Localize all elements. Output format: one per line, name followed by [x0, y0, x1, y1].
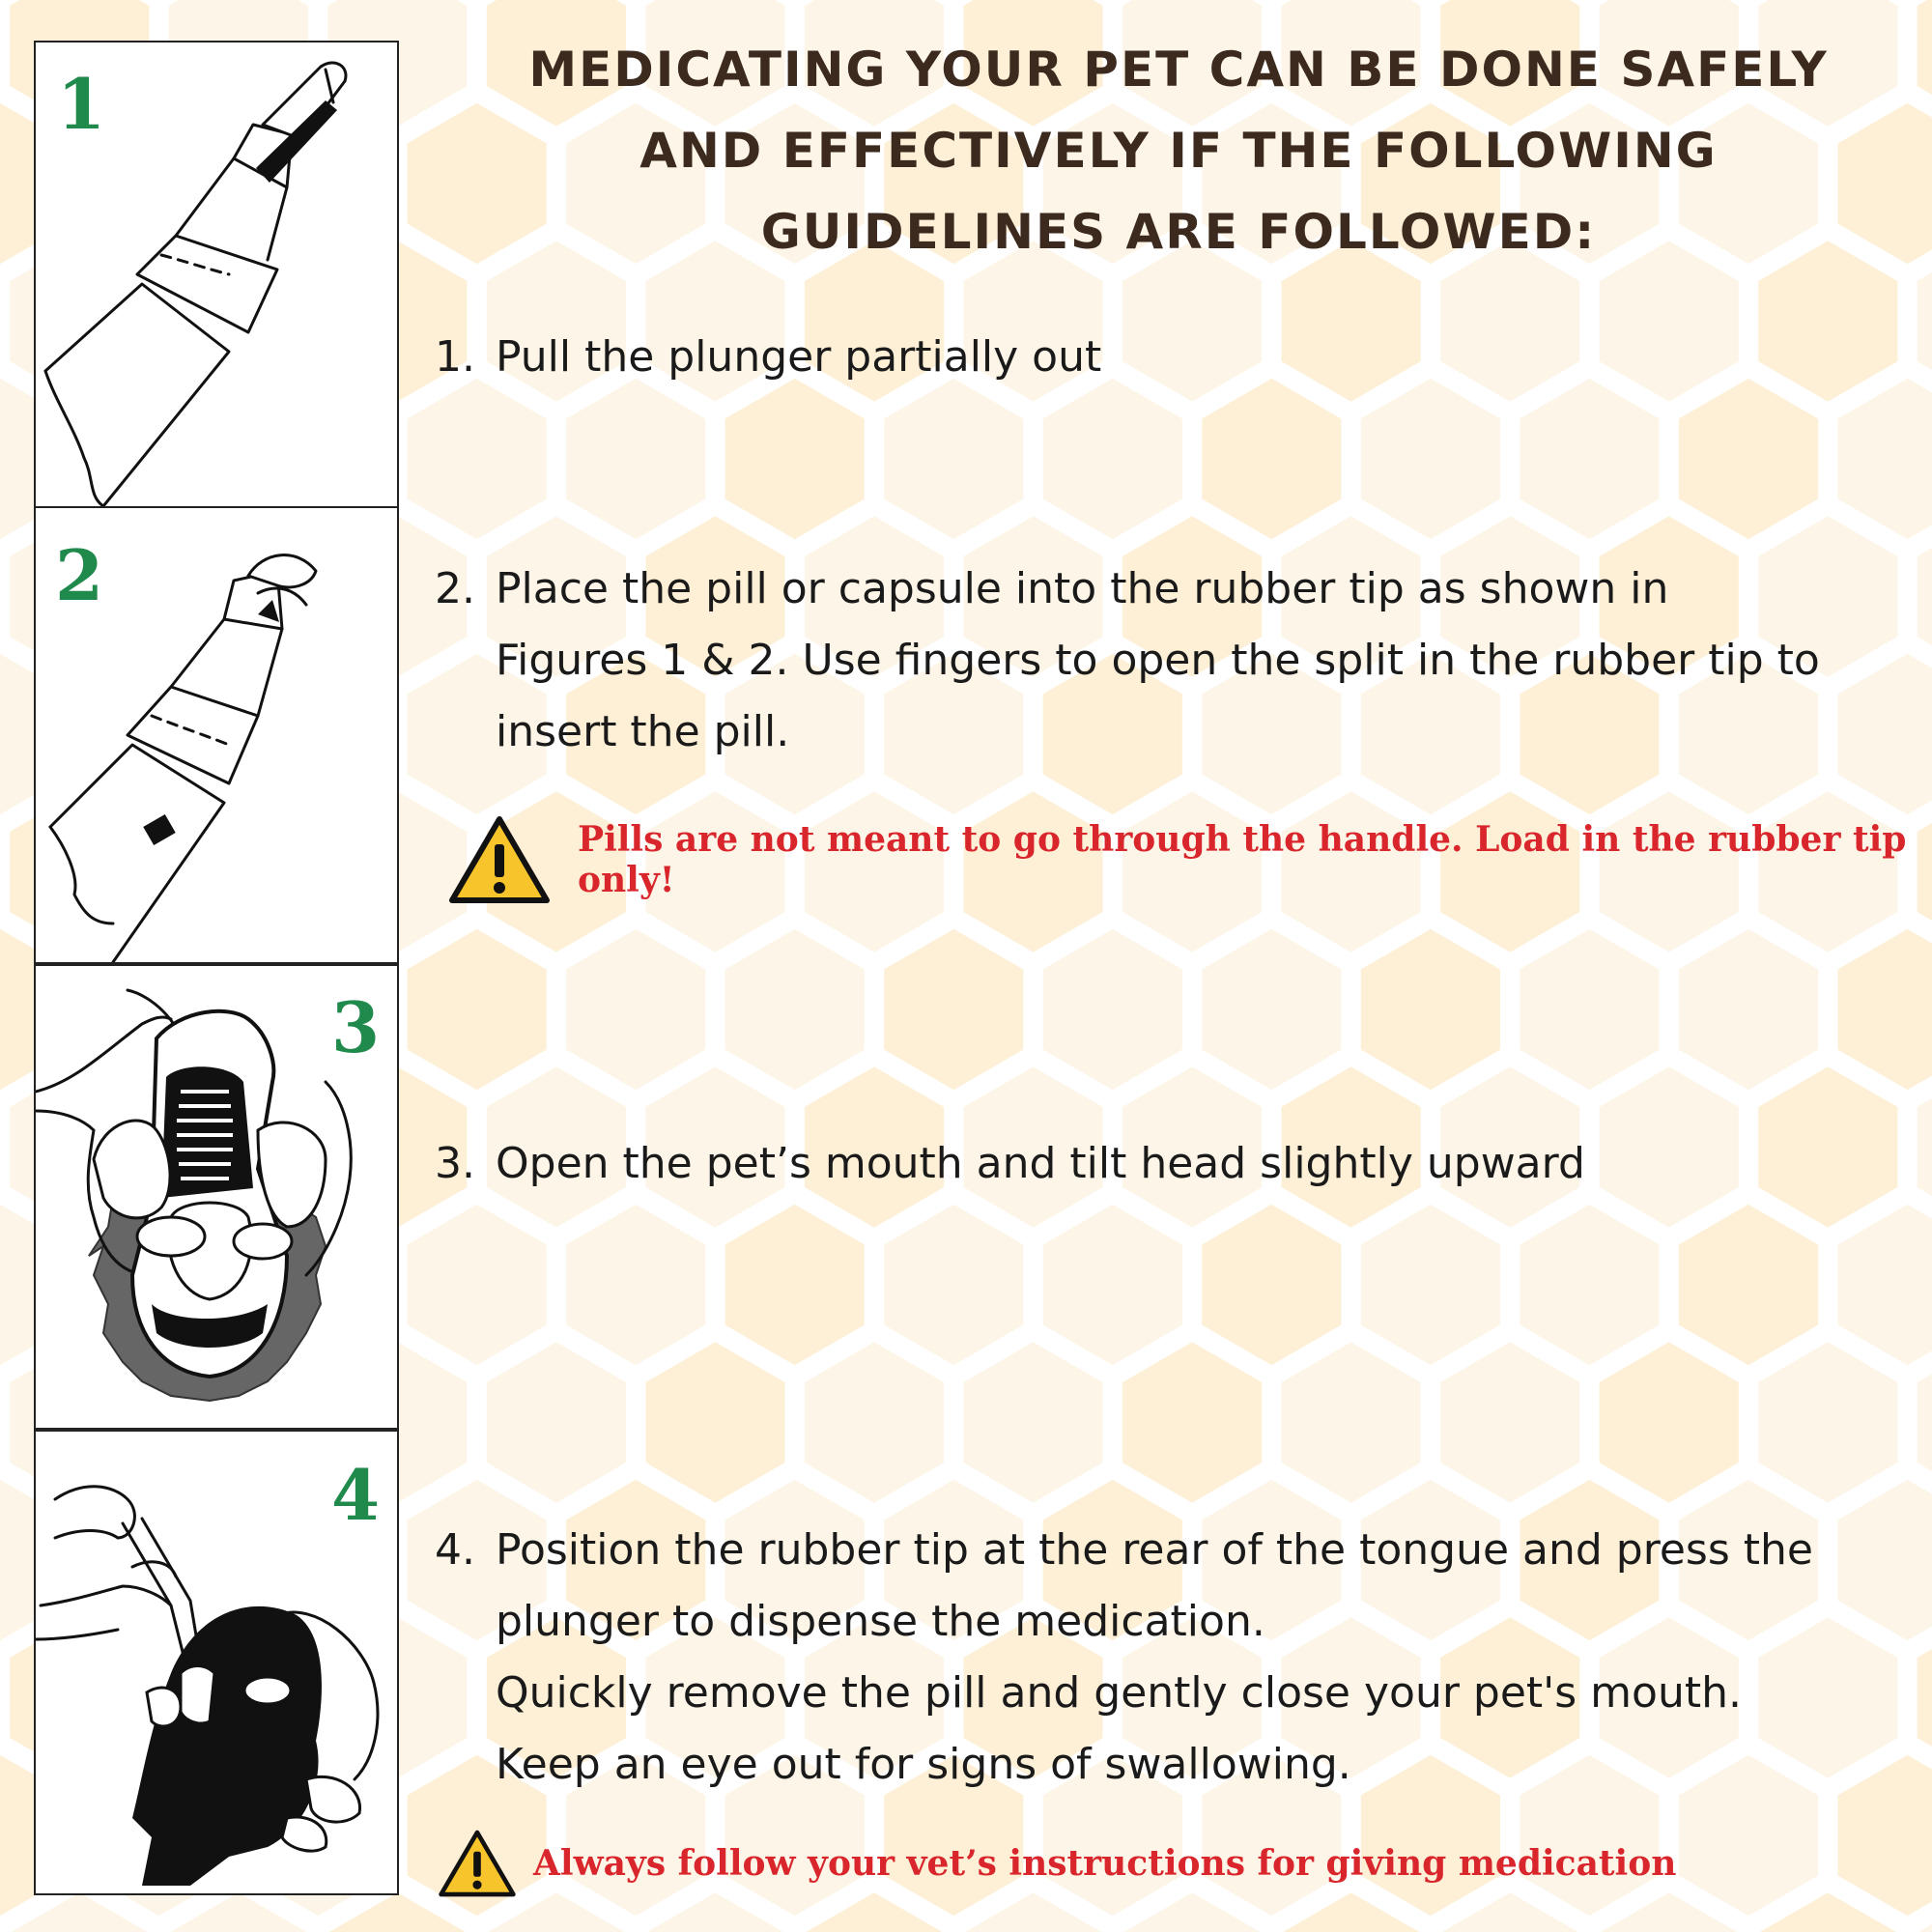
step-4-line-1: Position the rubber tip at the rear of the tongue and press the	[496, 1525, 1813, 1575]
honeycomb-cell	[879, 923, 1028, 1095]
honeycomb-cell	[1753, 1337, 1902, 1509]
figure-number-2: 2	[55, 534, 104, 616]
step-3	[435, 1128, 1903, 1200]
honeycomb-cell	[561, 1199, 710, 1371]
step-2-line-2: Figures 1 & 2. Use fingers to open the split in the rubber tip to	[496, 636, 1820, 685]
headline-line-2: AND EFFECTIVELY IF THE FOLLOWING	[639, 123, 1718, 179]
headline-line-1: MEDICATING YOUR PET CAN BE DONE SAFELY	[528, 42, 1829, 98]
figure-panel-3	[34, 964, 399, 1430]
warning-load-tip	[446, 813, 1932, 906]
warning-load-tip-text: Pills are not meant to go through the handle. Load in the rubber tip only!	[578, 819, 1907, 900]
honeycomb-cell	[1674, 373, 1823, 545]
step-1-number: 1.	[435, 332, 475, 382]
honeycomb-cell	[879, 373, 1028, 545]
honeycomb-cell	[1038, 1199, 1187, 1371]
honeycomb-cell	[1038, 373, 1187, 545]
honeycomb-cell	[721, 1199, 869, 1371]
step-2-line-3: insert the pill.	[496, 707, 790, 756]
honeycomb-cell	[1674, 923, 1823, 1095]
honeycomb-cell	[879, 1199, 1028, 1371]
figure-panel-1	[34, 41, 399, 508]
warning-follow-vet-text: Always follow your vet’s instructions for giving medication	[533, 1843, 1677, 1884]
figure-number-4: 4	[331, 1454, 381, 1536]
honeycomb-cell	[721, 373, 869, 545]
figure-number-1: 1	[57, 63, 106, 145]
honeycomb-cell	[1197, 923, 1346, 1095]
figure-panel-4	[34, 1430, 399, 1895]
step-1	[435, 322, 1903, 393]
honeycomb-cell	[1197, 1199, 1346, 1371]
step-4-line-4: Keep an eye out for signs of swallowing.	[496, 1740, 1351, 1789]
honeycomb-cell	[721, 923, 869, 1095]
honeycomb-cell	[1118, 1337, 1266, 1509]
headline-line-3: GUIDELINES ARE FOLLOWED:	[760, 204, 1597, 260]
honeycomb-cell	[1515, 373, 1663, 545]
honeycomb-cell	[1038, 923, 1187, 1095]
honeycomb-cell	[800, 1337, 949, 1509]
honeycomb-cell	[640, 1337, 789, 1509]
warning-follow-vet	[437, 1828, 1676, 1899]
honeycomb-cell	[561, 923, 710, 1095]
honeycomb-cell	[403, 1199, 552, 1371]
honeycomb-cell	[1197, 373, 1346, 545]
honeycomb-cell	[1515, 923, 1663, 1095]
step-4-line-2: plunger to dispense the medication.	[496, 1597, 1265, 1646]
honeycomb-cell	[1356, 1199, 1505, 1371]
step-2	[435, 554, 1903, 768]
headline	[444, 29, 1913, 272]
honeycomb-cell	[1277, 1337, 1426, 1509]
figure-panel-2	[34, 506, 399, 964]
step-4	[435, 1515, 1903, 1801]
honeycomb-cell	[1674, 1199, 1823, 1371]
honeycomb-cell	[561, 373, 710, 545]
honeycomb-cell	[1356, 923, 1505, 1095]
honeycomb-cell	[1356, 373, 1505, 545]
warning-triangle-icon	[437, 1828, 518, 1899]
step-4-number: 4.	[435, 1525, 475, 1575]
figure-number-3: 3	[331, 986, 381, 1068]
honeycomb-cell	[482, 1337, 631, 1509]
honeycomb-cell	[1435, 1337, 1584, 1509]
step-3-number: 3.	[435, 1139, 475, 1188]
honeycomb-cell	[403, 923, 552, 1095]
step-3-line-1: Open the pet’s mouth and tilt head slightly upward	[496, 1139, 1585, 1188]
step-1-line-1: Pull the plunger partially out	[496, 332, 1102, 382]
warning-triangle-icon	[446, 813, 553, 906]
honeycomb-cell	[959, 1337, 1108, 1509]
step-2-line-1: Place the pill or capsule into the rubber tip as shown in	[496, 564, 1669, 613]
honeycomb-cell	[1515, 1199, 1663, 1371]
step-2-number: 2.	[435, 564, 475, 613]
step-4-line-3: Quickly remove the pill and gently close your pet's mouth.	[496, 1668, 1742, 1718]
honeycomb-cell	[1595, 1337, 1744, 1509]
honeycomb-cell	[403, 373, 552, 545]
